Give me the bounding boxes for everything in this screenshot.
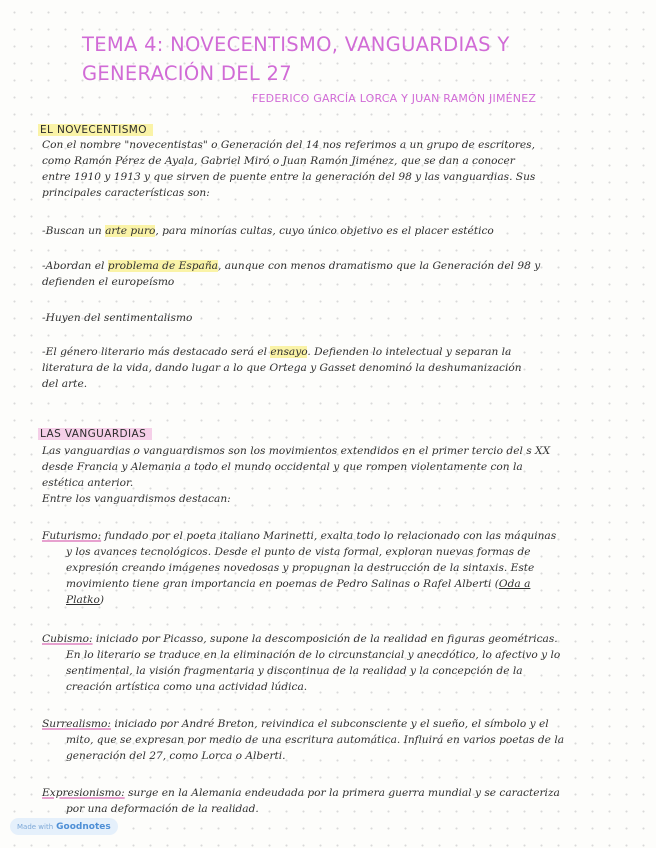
goodnotes-logo: Goodnotes <box>56 821 111 832</box>
page-title <box>82 30 622 88</box>
intro-line: entre 1910 y 1913 y que sirven de puente entre la generación del 98 y las vanguardias. Sus <box>42 171 536 183</box>
movement-surrealismo: Surrealismo: iniciado por André Breton, reivindica el subconsciente y el sueño, el símbolo y el mito, que se expresan por medio de una escritura automática. Influirá en varios poetas de la generación del 27, como Lorca o Alberti. <box>42 718 565 762</box>
page-subtitle: FEDERICO GARCÍA LORCA Y JUAN RAMÓN JIMÉNEZ <box>252 92 537 105</box>
term-surrealismo: Surrealismo: <box>42 718 111 730</box>
term-futurismo: Futurismo: <box>42 530 102 542</box>
section-heading-vanguardias: LAS VANGUARDIAS <box>38 428 152 440</box>
oda-a-platko-reference: Oda a <box>498 578 531 590</box>
highlight-problema-espana: problema de España <box>107 260 218 272</box>
intro-line: principales características son: <box>42 187 210 199</box>
characteristic-1: -Buscan un arte puro, para minorías cultas, cuyo único objetivo es el placer estético <box>42 225 494 237</box>
vanguardias-intro <box>42 443 622 507</box>
intro-line: Con el nombre "novecentistas" o Generación del 14 nos referimos a un grupo de escritores, <box>42 139 535 151</box>
intro-line: estética anterior. <box>42 477 134 489</box>
term-cubismo: Cubismo: <box>42 633 93 645</box>
intro-line: como Ramón Pérez de Ayala, Gabriel Miró o Juan Ramón Jiménez, que se dan a conocer <box>42 155 515 167</box>
intro-line: Las vanguardias o vanguardismos son los movimientos extendidos en el primer tercio del s XX <box>42 445 551 457</box>
characteristic-3: -Huyen del sentimentalismo <box>42 312 193 324</box>
highlight-ensayo: ensayo <box>270 346 308 358</box>
characteristic-2: -Abordan el problema de España, aunque con menos dramatismo que la Generación del 98 y defienden el europeísmo <box>42 260 541 288</box>
term-expresionismo: Expresionismo: <box>42 787 125 799</box>
section-heading-novecentismo: EL NOVECENTISMO <box>38 124 153 136</box>
title-line-1: TEMA 4: NOVECENTISMO, VANGUARDIAS Y <box>82 33 510 56</box>
goodnotes-badge: Made with Goodnotes <box>10 818 118 835</box>
movement-futurismo: Futurismo: fundado por el poeta italiano Marinetti, exalta todo lo relacionado con las máquinas y los avances tecnológicos. Desde el punto de vista formal, exploran nuevas formas de expresión creando imágenes novedosas y propugnan la destrucción de la sintaxis. Este movimiento tiene gran importancia en poemas de Pedro Salinas o Rafel Alberti (Oda a Platko) <box>42 530 557 606</box>
highlight-arte-puro: arte puro <box>105 225 156 237</box>
characteristic-4: -El género literario más destacado será el ensayo. Defienden lo intelectual y separan la literatura de la vida, dando lugar a lo que Ortega y Gasset denominó la deshumanización del arte. <box>42 346 522 390</box>
intro-line: desde Francia y Alemania a todo el mundo occidental y que rompen violentamente con la <box>42 461 523 473</box>
intro-line: Entre los vanguardismos destacan: <box>42 493 231 505</box>
title-line-2: GENERACIÓN DEL 27 <box>82 62 292 85</box>
movement-expresionismo: Expresionismo: surge en la Alemania endeudada por la primera guerra mundial y se caracteriza por una deformación de la realidad. <box>42 787 560 815</box>
movement-cubismo: Cubismo: iniciado por Picasso, supone la descomposición de la realidad en figuras geométricas. En lo literario se traduce en la eliminación de lo circunstancial y anecdótico, lo afectivo y lo sentimental, la visión fragmentaria y discontinua de la realidad y la concepción de la creación artística como una actividad lúdica. <box>42 633 561 693</box>
novecentismo-intro <box>42 137 622 201</box>
oda-a-platko-reference-cont: Platko <box>66 594 100 606</box>
